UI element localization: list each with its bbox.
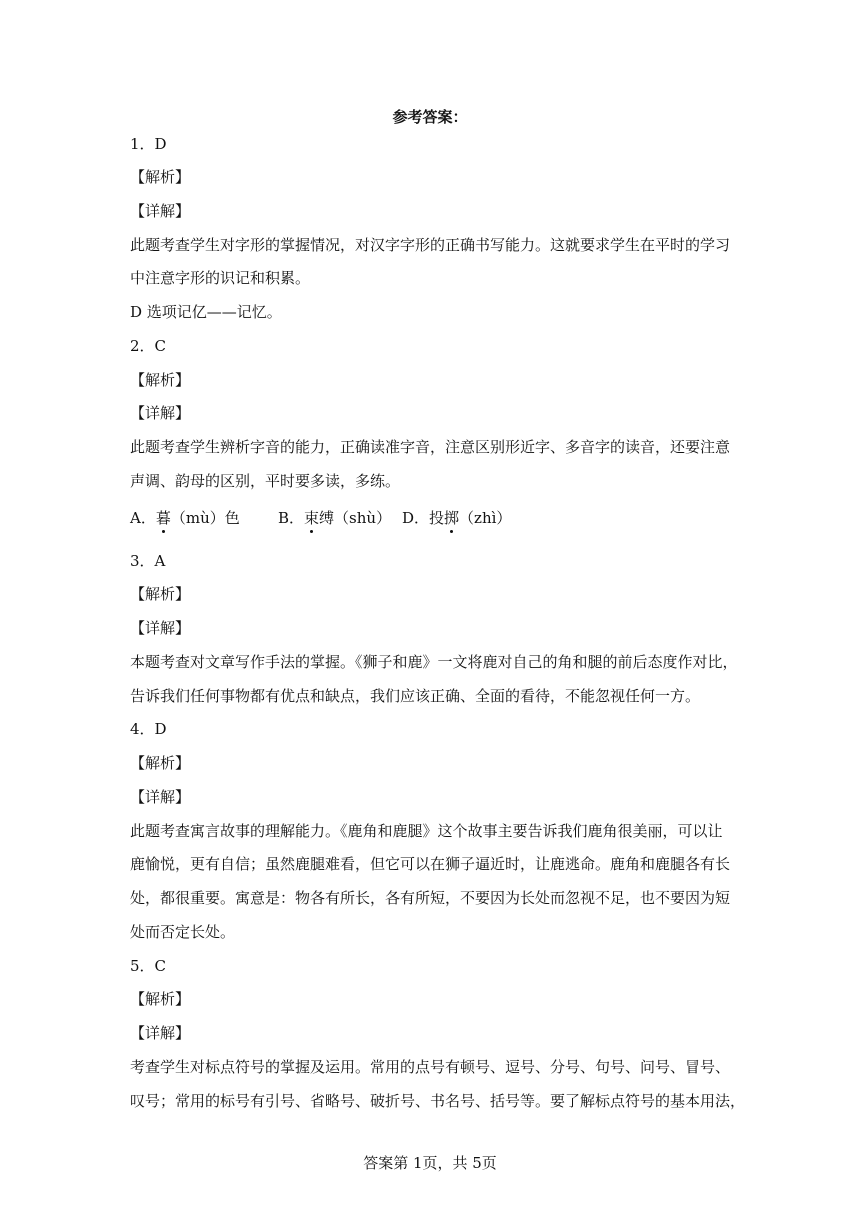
explanation-5-line-1: 考查学生对标点符号的掌握及运用。常用的点号有顿号、逗号、分号、句号、问号、冒号、 [130, 1058, 731, 1076]
explanation-4-line-3: 处，都很重要。寓意是：物各有所长，各有所短，不要因为长处而忽视不足，也不要因为短 [130, 889, 731, 907]
explanation-4-line-2: 鹿愉悦，更有自信；虽然鹿腿难看，但它可以在狮子逼近时，让鹿逃命。鹿角和鹿腿各有长 [130, 855, 731, 873]
explanation-2-line-1: 此题考查学生辨析字音的能力，正确读准字音，注意区别形近字、多音字的读音，还要注意 [130, 438, 731, 456]
option-row [130, 507, 511, 529]
analysis-label-4: 【解析】 [130, 754, 191, 772]
page-footer: 答案第 1页，共 5页 [363, 1154, 497, 1172]
explanation-5-line-2: 叹号；常用的标号有引号、省略号、破折号、书名号、括号等。要了解标点符号的基本用法， [130, 1092, 746, 1110]
analysis-label-2: 【解析】 [130, 371, 191, 389]
answer-3: 3．A [130, 552, 166, 570]
option-b: B．束缚（shù） [278, 509, 392, 527]
detail-label-5: 【详解】 [130, 1024, 191, 1042]
answer-1: 1．D [130, 135, 167, 153]
explanation-1-line-2: 中注意字形的识记和积累。 [130, 269, 311, 287]
option-d: D．投掷（zhì） [402, 509, 512, 527]
answer-4: 4．D [130, 720, 167, 738]
analysis-label-5: 【解析】 [130, 990, 191, 1008]
explanation-1-line-1: 此题考查学生对字形的掌握情况，对汉字字形的正确书写能力。这就要求学生在平时的学习 [130, 236, 731, 254]
option-a: A．暮（mù）色 [130, 509, 240, 527]
explanation-3-line-2: 告诉我们任何事物都有优点和缺点，我们应该正确、全面的看待，不能忽视任何一方。 [130, 687, 701, 705]
analysis-label-3: 【解析】 [130, 585, 191, 603]
detail-label-3: 【详解】 [130, 619, 191, 637]
explanation-4-line-1: 此题考查寓言故事的理解能力。《鹿角和鹿腿》这个故事主要告诉我们鹿角很美丽，可以让 [130, 822, 723, 840]
page-title: 参考答案： [392, 108, 468, 126]
answer-2: 2．C [130, 337, 167, 355]
analysis-label-1: 【解析】 [130, 168, 191, 186]
detail-label-2: 【详解】 [130, 404, 191, 422]
explanation-2-line-2: 声调、韵母的区别，平时要多读，多练。 [130, 472, 401, 490]
explanation-4-line-4: 处而否定长处。 [130, 923, 236, 941]
detail-label-1: 【详解】 [130, 202, 191, 220]
detail-label-4: 【详解】 [130, 788, 191, 806]
answer-5: 5．C [130, 957, 167, 975]
explanation-1-line-3: D 选项记亿——记忆。 [130, 303, 282, 321]
explanation-3-line-1: 本题考查对文章写作手法的掌握。《狮子和鹿》一文将鹿对自己的角和腿的前后态度作对比， [130, 653, 738, 671]
